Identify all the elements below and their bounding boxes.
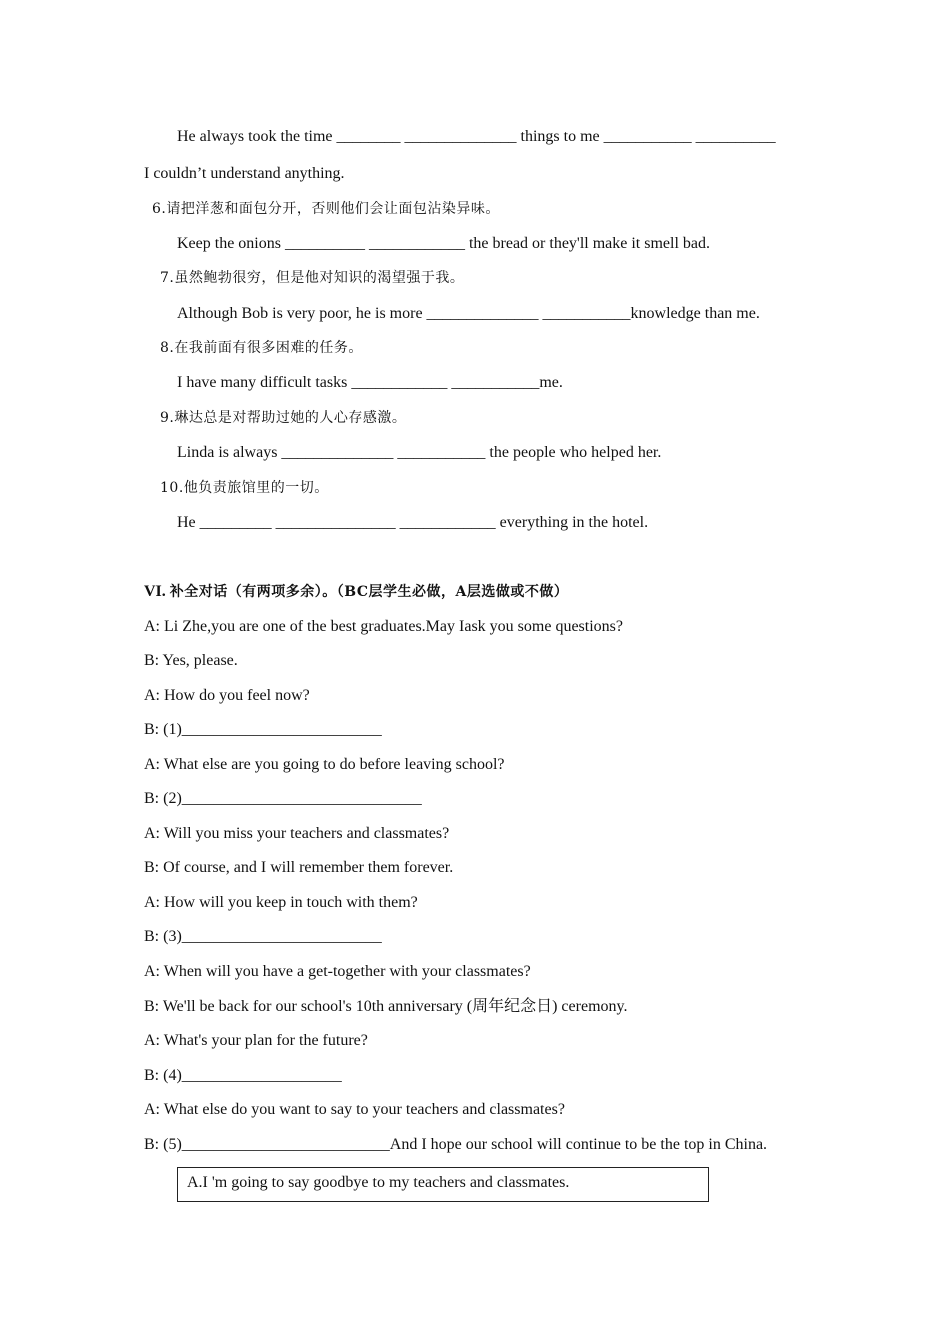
dialogue-line: A: What else do you want to say to your teachers and classmates? [144,1101,565,1118]
section-heading [144,582,568,602]
dialogue-line: A: What else are you going to do before leaving school? [144,756,505,773]
item7-prompt [160,268,464,288]
dialogue-line: B: Yes, please. [144,652,238,669]
section-title: 补全对话（有两项多余）。（BC层学生必做，A层选做或不做） [169,584,569,600]
dialogue-line: A: How will you keep in touch with them? [144,894,418,911]
dialogue-blank-5: B: (5)__________________________And I hope our school will continue to be the top in China. [144,1136,768,1153]
dialogue-blank-4: B: (4)____________________ [144,1067,342,1084]
item-number: 7. [160,270,175,286]
item-chinese: 请把洋葱和面包分开，否则他们会让面包沾染异味。 [166,201,500,217]
item9-prompt [160,408,406,428]
item-number: 6. [152,201,167,217]
dialogue-line: B: Of course, and I will remember them forever. [144,859,454,876]
item-chinese: 虽然鲍勃很穷，但是他对知识的渴望强于我。 [174,270,465,286]
dialogue-line: A: Li Zhe,you are one of the best graduates.May Iask you some questions? [144,618,623,635]
dialogue-line: A: What's your plan for the future? [144,1032,368,1049]
item7-english: Although Bob is very poor, he is more ______________ ___________knowledge than me. [177,305,760,322]
item9-english: Linda is always ______________ ___________ the people who helped her. [177,444,662,461]
item8-english: I have many difficult tasks ____________ ___________me. [177,374,563,391]
dialogue-blank-3: B: (3)_________________________ [144,928,382,945]
item-number: 10. [160,480,184,496]
item-chinese: 琳达总是对帮助过她的人心存感激。 [174,410,407,426]
item10-english: He _________ _______________ ____________ everything in the hotel. [177,514,649,531]
dialogue-line: A: How do you feel now? [144,687,310,704]
dialogue-blank-2: B: (2)______________________________ [144,790,422,807]
item-number: 9. [160,410,175,426]
item5-english-line2: I couldn’t understand anything. [144,165,345,182]
item6-english: Keep the onions __________ ____________ the bread or they'll make it smell bad. [177,235,711,252]
dialogue-line: A: Will you miss your teachers and classmates? [144,825,450,842]
item8-prompt [160,338,363,358]
dialogue-blank-1: B: (1)_________________________ [144,721,382,738]
dialogue-line: B: We'll be back for our school's 10th anniversary (周年纪念日) ceremony. [144,998,628,1015]
item-number: 8. [160,340,175,356]
dialogue-line: A: When will you have a get-together with your classmates? [144,963,531,980]
option-a: A.I 'm going to say goodbye to my teachers and classmates. [187,1174,570,1191]
options-box [177,1167,709,1202]
section-number: VI. [144,583,166,600]
item5-english-line1: He always took the time ________ ______________ things to me ___________ __________ [177,128,776,145]
item6-prompt [152,199,500,219]
item-chinese: 在我前面有很多困难的任务。 [174,340,363,356]
item10-prompt [160,478,329,498]
item-chinese: 他负责旅馆里的一切。 [183,480,329,496]
